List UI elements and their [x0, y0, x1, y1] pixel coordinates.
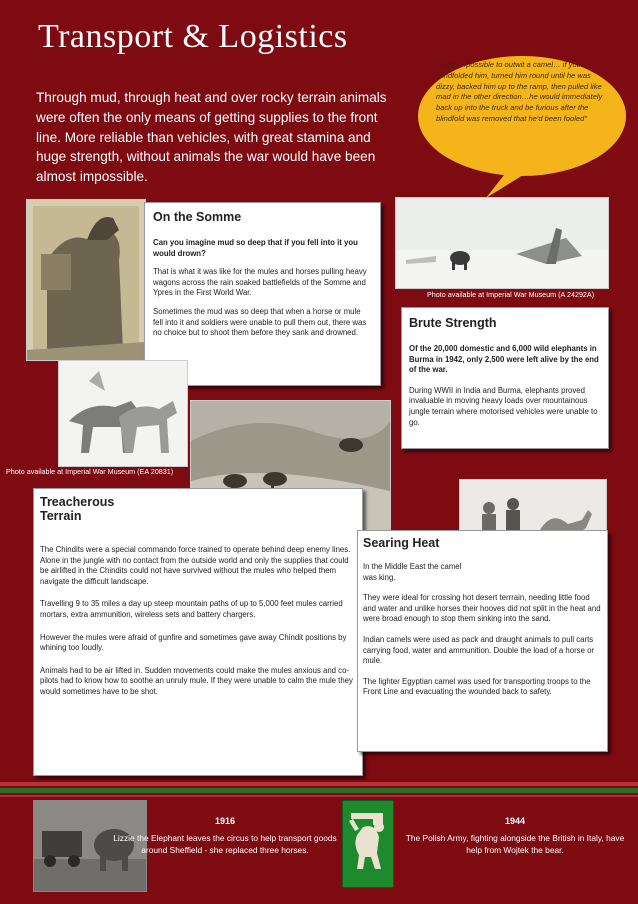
- timeline-item-1916: [110, 816, 340, 856]
- horses-photo: [58, 360, 188, 467]
- terrain-paragraph-3: However the mules were afraid of gunfire and sometimes gave away Chindit positions by whining too loudly.: [40, 632, 347, 653]
- somme-lead: Can you imagine mud so deep that if you fell into it you would drown?: [153, 238, 358, 258]
- divider-stripe-red-2: [0, 795, 638, 797]
- bear-carrying-shell-icon: [342, 800, 394, 888]
- searing-heat-heading: Searing Heat: [363, 536, 440, 550]
- somme-panel: [144, 202, 381, 386]
- searing-heat-paragraph-1: In the Middle East the camel was king.: [363, 562, 462, 582]
- elephants-photo-caption: Photo available at Imperial War Museum (A 24292A): [427, 290, 595, 299]
- somme-heading: On the Somme: [153, 210, 242, 224]
- brute-strength-heading: Brute Strength: [409, 316, 497, 330]
- soldier-mule-photo: [26, 199, 146, 361]
- terrain-heading-line-1: Treacherous: [40, 495, 115, 509]
- timeline-text-1916: Lizzie the Elephant leaves the circus to help transport goods around Sheffield - she replaced three horses.: [113, 833, 337, 855]
- terrain-paragraph-4: Animals had to be air lifted in. Sudden movements could make the mules anxious and co-pilots had to know how to soothe an unruly mule. If they were unable to calm the mule they would sometimes have to be shot.: [40, 665, 353, 696]
- horses-photo-caption: Photo available at Imperial War Museum (EA 20831): [6, 467, 174, 476]
- intro-text: Through mud, through heat and over rocky terrain animals were often the only means of getting supplies to the front line. More reliable than vehicles, with great stamina and huge strength, without animals the war would have been almost impossible.: [36, 90, 387, 185]
- timeline-text-1944: The Polish Army, fighting alongside the British in Italy, have help from Wojtek the bear.: [405, 833, 625, 855]
- searing-heat-panel: [357, 530, 608, 752]
- quote-text: "It was…possible to outwit a camel… if you blindfolded him, turned him round until he was dizzy, backed him up to the ramp, then pulled like mad in the other direction…he would immediately back up into the truck and be furious after the blindfold was removed that he'd been fooled": [436, 60, 603, 123]
- terrain-panel: [33, 488, 363, 776]
- elephants-photo: [395, 197, 609, 289]
- somme-paragraph-1: That is what it was like for the mules and horses pulling heavy wagons across the rain soaked battlefields of the Somme and Ypres in the First World War.: [153, 267, 367, 298]
- divider-stripe-red: [0, 782, 638, 786]
- terrain-heading-line-2: Terrain: [40, 509, 82, 523]
- searing-heat-paragraph-3: Indian camels were used as pack and draught animals to pull carts carrying food, water and ammunition. Double the load of a horse or mule.: [363, 634, 595, 666]
- timeline-item-1944: [400, 816, 630, 856]
- searing-heat-paragraph-4: The lighter Egyptian camel was used for transporting troops to the Front Line and evacuating the wounded back to safety.: [363, 676, 591, 697]
- timeline-year-1944: 1944: [504, 816, 526, 826]
- terrain-paragraph-1: The Chindits were a special commando force trained to operate behind deep enemy lines. Alone in the jungle with no contact from the outside world and only the supplies that could be airlifted in the Chindits could not have survived without the mules who helped them navigate the difficult landscape.: [40, 545, 351, 586]
- terrain-paragraph-2: Travelling 9 to 35 miles a day up steep mountain paths of up to 5,000 feet mules carried mortars, extra ammunition, wireless sets and battery chargers.: [40, 599, 343, 619]
- divider-stripe-green: [0, 788, 638, 793]
- searing-heat-paragraph-2: They were ideal for crossing hot desert terrrain, needing little food and water and unlike horses their hooves did not split in the heat and were broad enough to stop them sinking into the sand.: [363, 593, 601, 624]
- timeline-year-1916: 1916: [214, 816, 236, 826]
- brute-strength-paragraph: During WWII in India and Burma, elephants proved invaluable in moving heavy loads over mountainous jungle terrain where motorised vehicles were unable to go.: [409, 385, 598, 427]
- brute-strength-lead: Of the 20,000 domestic and 6,000 wild elephants in Burma in 1942, only 2,500 were left alive by the end of the war.: [409, 344, 599, 375]
- brute-strength-panel: [401, 307, 609, 449]
- somme-paragraph-2: Sometimes the mud was so deep that when a horse or mule fell into it and soldiers were unable to pull them out, there was no choice but to shoot them before they sank and drowned.: [153, 306, 367, 338]
- page-title: Transport & Logistics: [38, 18, 348, 55]
